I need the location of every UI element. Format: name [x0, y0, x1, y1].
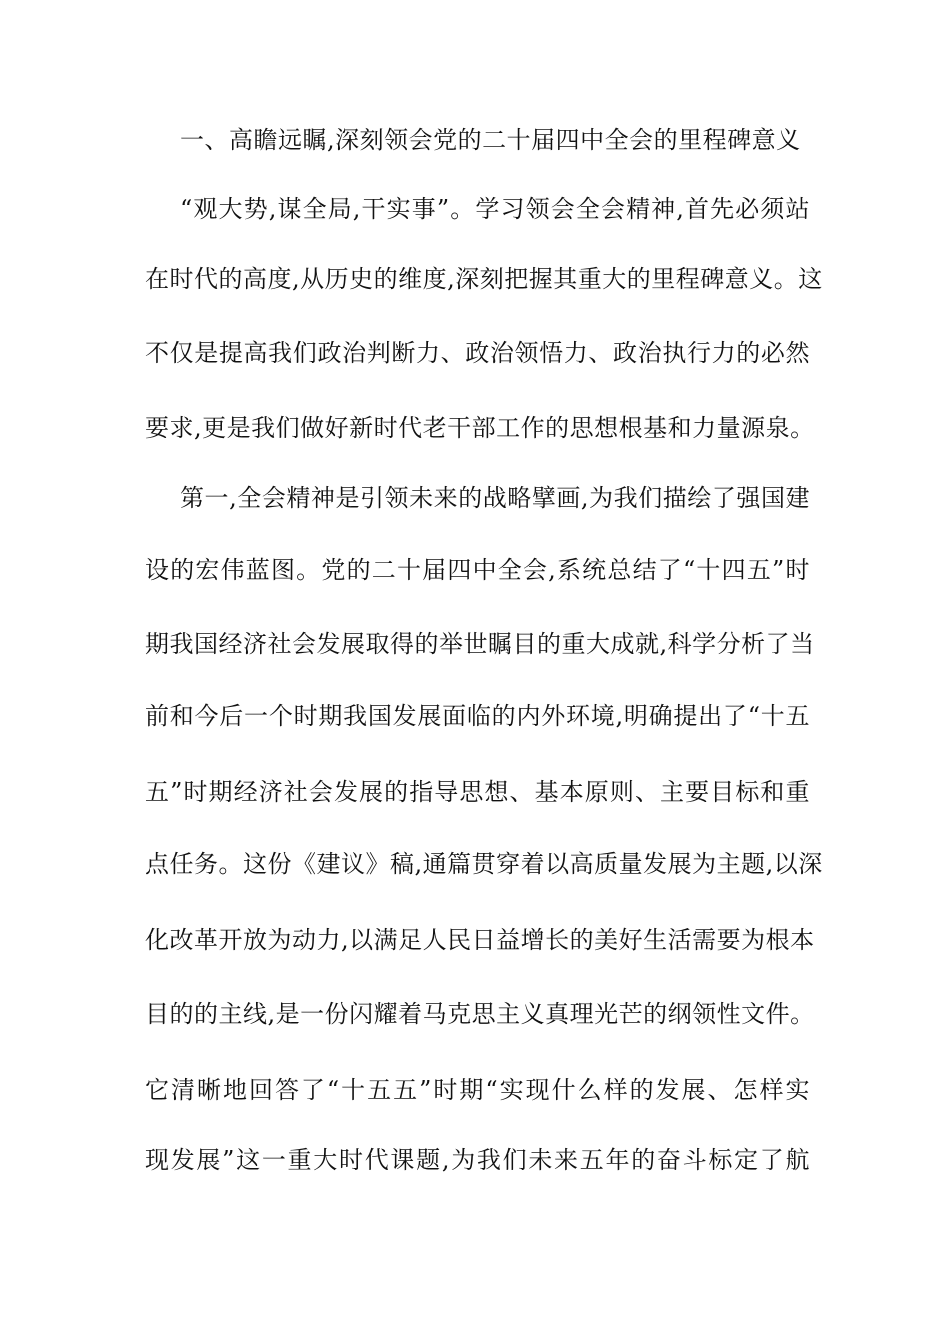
paragraph-line: 现发展”这一重大时代课题,为我们未来五年的奋斗标定了航: [145, 1146, 810, 1174]
paragraph-line: “观大势,谋全局,干实事”。学习领会全会精神,首先必须站: [180, 195, 810, 223]
paragraph-line: 点任务。这份《建议》稿,通篇贯穿着以高质量发展为主题,以深: [145, 850, 823, 878]
paragraph-line: 它清晰地回答了“十五五”时期“实现什么样的发展、怎样实: [145, 1076, 810, 1104]
paragraph-line: 化改革开放为动力,以满足人民日益增长的美好生活需要为根本: [145, 926, 815, 954]
section-heading: 一、高瞻远瞩,深刻领会党的二十届四中全会的里程碑意义: [180, 126, 801, 154]
paragraph-line: 不仅是提高我们政治判断力、政治领悟力、政治执行力的必然: [145, 339, 810, 367]
paragraph-line: 要求,更是我们做好新时代老干部工作的思想根基和力量源泉。: [145, 414, 815, 442]
paragraph-line: 前和今后一个时期我国发展面临的内外环境,明确提出了“十五: [145, 702, 810, 730]
paragraph-line: 目的的主线,是一份闪耀着马克思主义真理光芒的纲领性文件。: [145, 1000, 815, 1028]
paragraph-line: 第一,全会精神是引领未来的战略擘画,为我们描绘了强国建: [180, 484, 810, 512]
paragraph-line: 在时代的高度,从历史的维度,深刻把握其重大的里程碑意义。这: [145, 265, 823, 293]
paragraph-line: 设的宏伟蓝图。党的二十届四中全会,系统总结了“十四五”时: [145, 556, 810, 584]
paragraph-line: 五”时期经济社会发展的指导思想、基本原则、主要目标和重: [145, 778, 810, 806]
paragraph-line: 期我国经济社会发展取得的举世瞩目的重大成就,科学分析了当: [145, 630, 815, 658]
